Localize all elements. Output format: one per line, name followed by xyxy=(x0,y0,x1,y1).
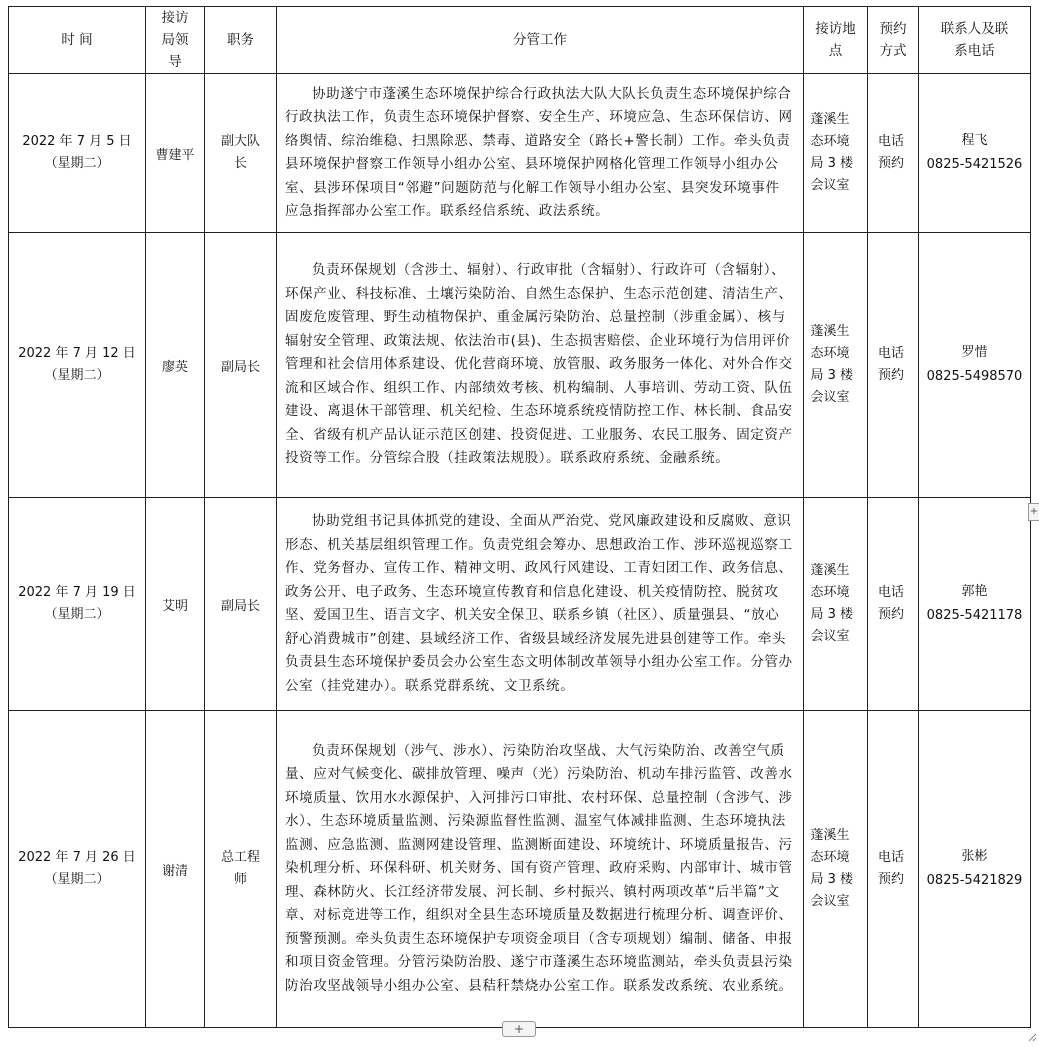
date-text: 2022 年 7 月 12 日 xyxy=(18,346,136,361)
duties-text: 负责环保规划（含涉土、辐射）、行政审批（含辐射）、行政许可（含辐射）、环保产业、科技标准、土壤污染防治、自然生态保护、生态示范创建、清洁生产、固废危废管理、野生动植物保护、重金属污染防治、总量控制（涉重金属）、核与辐射安全管理、政策法规、依法治市(县)、生态损害赔偿、企业环境行为信用评价管理和社会信用体系建设、优化营商环境、放管服、政务服务一体化、对外合作交流和区域合作、组织工作、内部绩效考核、机构编制、人事培训、劳动工资、队伍建设、离退休干部管理、机关纪检、生态环境系统疫情防控工作、林长制、食品安全、省级有机产品认证示范区创建、投资促进、工业服务、农民工服务、固定资产投资等工作。分管综合股（挂政策法规股）。联系政府系统、金融系统。 xyxy=(285,262,793,467)
location-text: 蓬溪生态环境局 3 楼会议室 xyxy=(810,828,854,909)
header-leader: 接访局领导 xyxy=(146,7,205,74)
contact-phone: 0825-5421526 xyxy=(926,157,1023,172)
header-contact: 联系人及联系电话 xyxy=(919,7,1031,74)
contact-cell xyxy=(919,233,1031,498)
duties-text: 协助党组书记具体抓党的建设、全面从严治党、党风廉政建设和反腐败、意识形态、机关基层组织管理工作。负责党组会筹办、思想政治工作、涉环巡视巡察工作、党务督办、宣传工作、精神文明、政风行风建设、工青妇团工作、政务信息、政务公开、电子政务、生态环境宣传教育和信息化建设、机关疫情防控、脱贫攻坚、爱国卫生、语言文字、机关安全保卫、联系乡镇（社区）、质量强县、“放心舒心消费城市”创建、县域经济工作、省级县域经济发展先进县创建等工作。牵头负责县生态环境保护委员会办公室生态文明体制改革领导小组办公室工作。分管办公室（挂党建办）。联系党群系统、文卫系统。 xyxy=(285,513,793,694)
table-header-row xyxy=(9,7,1031,74)
contact-name: 张彬 xyxy=(961,849,988,864)
time-cell xyxy=(9,498,146,711)
table-row xyxy=(9,74,1031,233)
position-cell xyxy=(205,74,277,233)
date-text: 2022 年 7 月 19 日 xyxy=(18,585,136,600)
table-resize-handle[interactable] xyxy=(1027,1027,1037,1037)
date-text: 2022 年 7 月 26 日 xyxy=(18,850,136,865)
time-cell xyxy=(9,711,146,1028)
location-text: 蓬溪生态环境局 3 楼会议室 xyxy=(810,112,854,193)
header-time: 时 间 xyxy=(9,7,146,74)
header-position: 职务 xyxy=(205,7,277,74)
position-text: 副局长 xyxy=(220,359,260,375)
method-cell xyxy=(868,498,919,711)
location-cell xyxy=(804,498,868,711)
contact-cell xyxy=(919,74,1031,233)
method-cell xyxy=(868,74,919,233)
method-text: 电话预约 xyxy=(878,850,905,887)
method-text: 电话预约 xyxy=(878,346,905,383)
contact-cell xyxy=(919,711,1031,1028)
location-text: 蓬溪生态环境局 3 楼会议室 xyxy=(810,563,854,644)
header-location: 接访地点 xyxy=(804,7,868,74)
leader-cell xyxy=(146,233,205,498)
location-cell xyxy=(804,233,868,498)
location-cell xyxy=(804,74,868,233)
table-row xyxy=(9,233,1031,498)
leader-name: 曹建平 xyxy=(155,147,195,163)
table-row xyxy=(9,498,1031,711)
leader-cell xyxy=(146,74,205,233)
duties-cell xyxy=(277,74,804,233)
method-cell xyxy=(868,233,919,498)
time-cell xyxy=(9,74,146,233)
leader-name: 艾明 xyxy=(161,598,188,614)
leader-cell xyxy=(146,498,205,711)
location-cell xyxy=(804,711,868,1028)
duties-text: 负责环保规划（涉气、涉水）、污染防治攻坚战、大气污染防治、改善空气质量、应对气候变化、碳排放管理、噪声（光）污染防治、机动车排污监管、改善水环境质量、饮用水水源保护、入河排污口审批、农村环保、总量控制（含涉气、涉水）、生态环境质量监测、污染源监督性监测、温室气体减排监测、生态环境执法监测、应急监测、监测网建设管理、监测断面建设、环境统计、环境质量报告、污染机理分析、环保科研、机关财务、国有资产管理、政府采购、内部审计、城市管理、森林防火、长江经济带发展、河长制、乡村振兴、镇村两项改革“后半篇”文章、对标竞进等工作，组织对全县生态环境质量及数据进行梳理分析、调查评价、预警预测。牵头负责生态环境保护专项资金项目（含专项规划）编制、储备、申报和项目资金管理。分管污染防治股、遂宁市蓬溪生态环境监测站，牵头负责县污染防治攻坚战领导小组办公室、县秸秆禁烧办公室工作。联系发改系统、农业系统。 xyxy=(285,742,793,994)
position-text: 副大队长 xyxy=(220,134,260,171)
header-duties: 分管工作 xyxy=(277,7,804,74)
weekday-text: （星期二） xyxy=(44,156,110,171)
weekday-text: （星期二） xyxy=(44,872,110,887)
duties-cell xyxy=(277,233,804,498)
leader-name: 谢清 xyxy=(161,863,188,879)
reception-schedule-table xyxy=(8,6,1031,1028)
position-cell xyxy=(205,498,277,711)
duties-text: 协助遂宁市蓬溪生态环境保护综合行政执法大队大队长负责生态环境保护综合行政执法工作，负责生态环境保护督察、安全生产、环境应急、生态环保信访、网络舆情、综治维稳、扫黑除恶、禁毒、道路安全（路长+警长制）工作。牵头负责县环境保护督察工作领导小组办公室、县环境保护网格化管理工作领导小组办公室、县涉环保项目“邻避”问题防范与化解工作领导小组办公室、县突发环境事件应急指挥部办公室工作。联系经信系统、政法系统。 xyxy=(285,85,793,219)
position-text: 总工程师 xyxy=(220,850,260,887)
contact-phone: 0825-5421829 xyxy=(926,873,1023,888)
time-cell xyxy=(9,233,146,498)
position-cell xyxy=(205,233,277,498)
duties-cell xyxy=(277,498,804,711)
header-method: 预约方式 xyxy=(868,7,919,74)
resize-grip-icon xyxy=(1027,1032,1037,1042)
contact-cell xyxy=(919,498,1031,711)
method-text: 电话预约 xyxy=(878,585,905,622)
leader-name: 廖英 xyxy=(161,359,188,375)
contact-name: 罗惜 xyxy=(961,345,988,360)
add-column-button[interactable]: + xyxy=(1028,503,1039,521)
method-text: 电话预约 xyxy=(878,134,905,171)
contact-phone: 0825-5498570 xyxy=(926,369,1023,384)
contact-name: 郭艳 xyxy=(961,584,988,599)
duties-cell xyxy=(277,711,804,1028)
add-row-button[interactable]: + xyxy=(502,1021,536,1037)
table-row xyxy=(9,711,1031,1028)
leader-cell xyxy=(146,711,205,1028)
contact-name: 程飞 xyxy=(961,133,988,148)
contact-phone: 0825-5421178 xyxy=(926,608,1023,623)
weekday-text: （星期二） xyxy=(44,368,110,383)
weekday-text: （星期二） xyxy=(44,607,110,622)
method-cell xyxy=(868,711,919,1028)
position-text: 副局长 xyxy=(220,598,260,614)
position-cell xyxy=(205,711,277,1028)
location-text: 蓬溪生态环境局 3 楼会议室 xyxy=(810,324,854,405)
date-text: 2022 年 7 月 5 日 xyxy=(22,134,132,149)
